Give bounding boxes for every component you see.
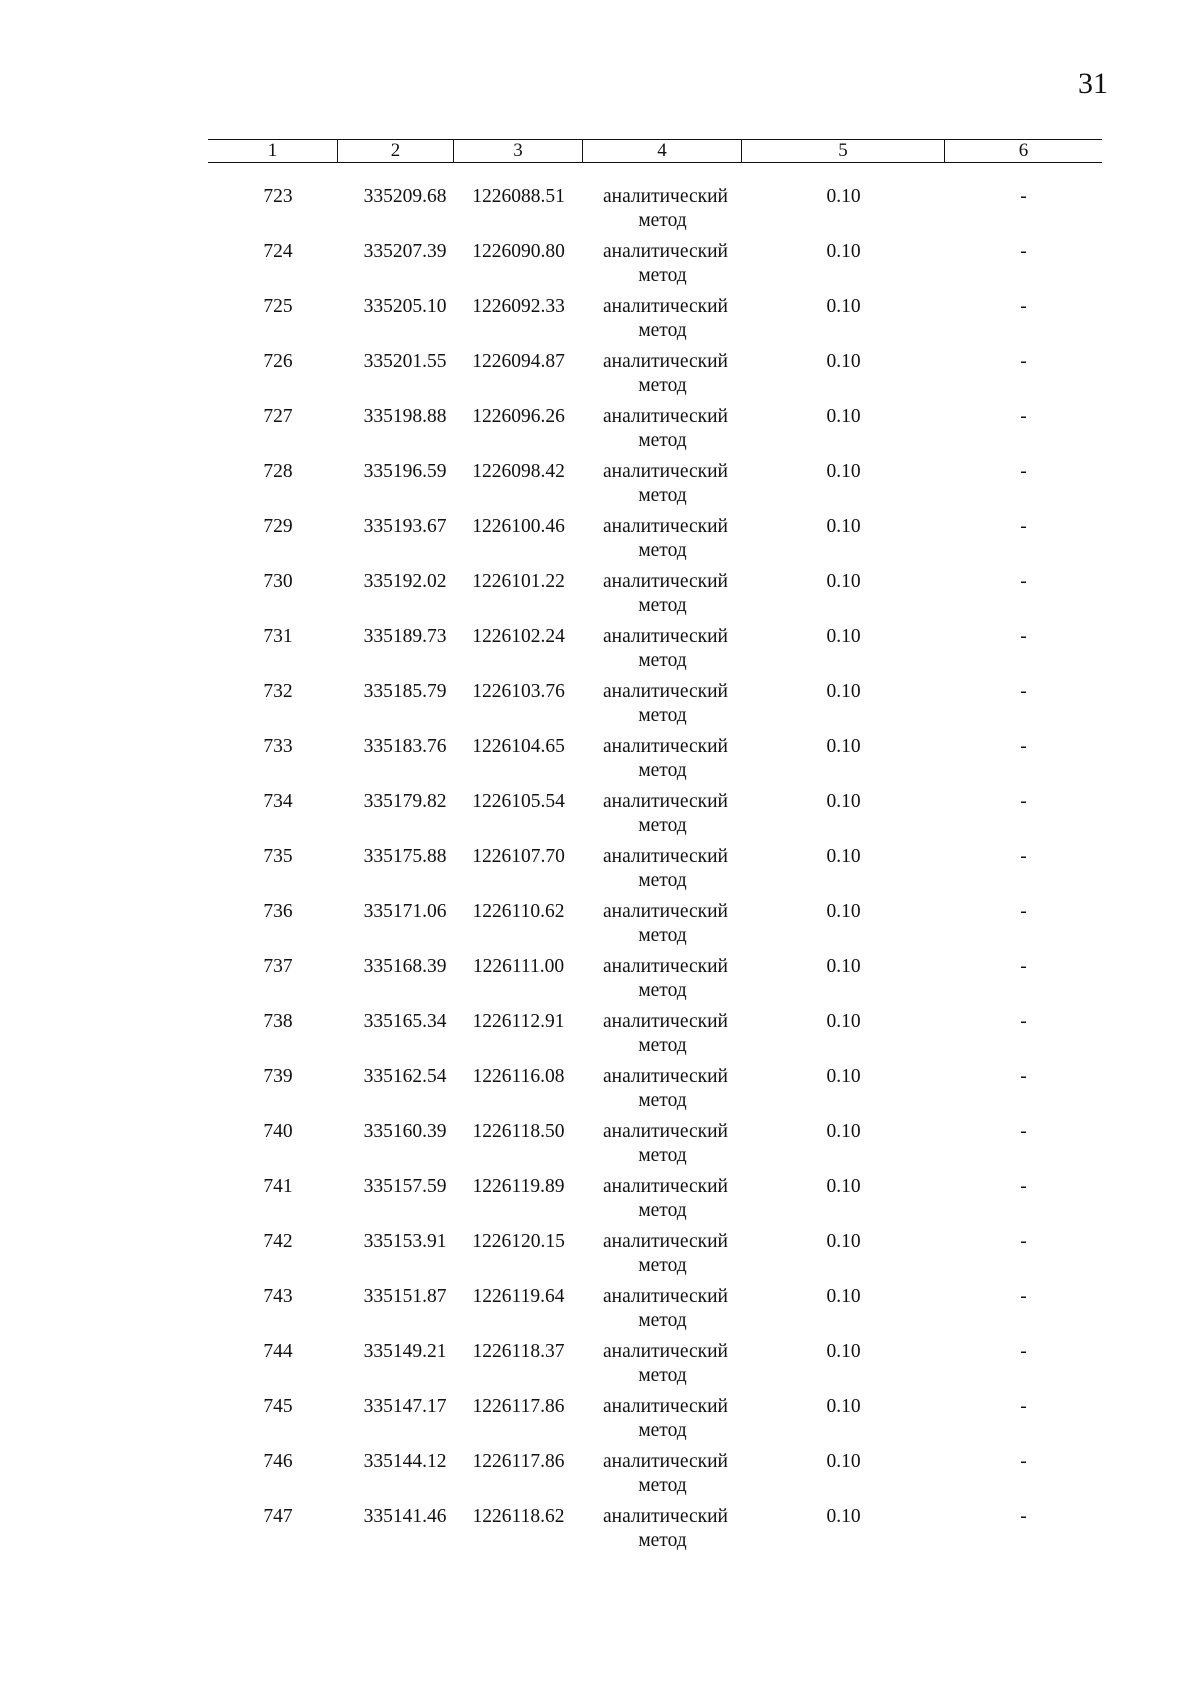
y-coordinate-cell: 1226103.76 [472, 681, 565, 702]
description-cell: - [1020, 186, 1027, 207]
table-row [208, 185, 1102, 240]
accuracy-cell: 0.10 [826, 791, 861, 812]
accuracy-cell: 0.10 [826, 1121, 861, 1142]
accuracy-cell: 0.10 [826, 516, 861, 537]
point-number-cell: 734 [263, 791, 293, 812]
description-cell: - [1020, 1176, 1027, 1197]
accuracy-cell: 0.10 [826, 1176, 861, 1197]
description-cell: - [1020, 1286, 1027, 1307]
description-cell: - [1020, 241, 1027, 262]
table-row [208, 570, 1102, 625]
x-coordinate-cell: 335175.88 [363, 846, 447, 867]
method-cell: аналитический метод [603, 1286, 728, 1331]
point-number-cell: 723 [263, 186, 293, 207]
y-coordinate-cell: 1226117.86 [472, 1451, 565, 1472]
coordinates-table [208, 139, 1102, 1560]
header-col-1: 1 [208, 140, 338, 162]
method-cell: аналитический метод [603, 1121, 728, 1166]
y-coordinate-cell: 1226094.87 [472, 351, 565, 372]
y-coordinate-cell: 1226105.54 [472, 791, 565, 812]
table-row [208, 845, 1102, 900]
accuracy-cell: 0.10 [826, 1066, 861, 1087]
y-coordinate-cell: 1226107.70 [472, 846, 565, 867]
description-cell: - [1020, 791, 1027, 812]
y-coordinate-cell: 1226104.65 [472, 736, 565, 757]
point-number-cell: 746 [263, 1451, 293, 1472]
description-cell: - [1020, 296, 1027, 317]
y-coordinate-cell: 1226110.62 [472, 901, 565, 922]
table-body [208, 185, 1102, 1560]
x-coordinate-cell: 335165.34 [363, 1011, 447, 1032]
description-cell: - [1020, 626, 1027, 647]
accuracy-cell: 0.10 [826, 1506, 861, 1527]
x-coordinate-cell: 335162.54 [363, 1066, 447, 1087]
point-number-cell: 743 [263, 1286, 293, 1307]
description-cell: - [1020, 956, 1027, 977]
x-coordinate-cell: 335141.46 [363, 1506, 447, 1527]
method-cell: аналитический метод [603, 1506, 728, 1551]
point-number-cell: 729 [263, 516, 293, 537]
accuracy-cell: 0.10 [826, 571, 861, 592]
table-row [208, 1340, 1102, 1395]
table-header [208, 139, 1102, 163]
header-col-6: 6 [1018, 140, 1029, 161]
point-number-cell: 737 [263, 956, 293, 977]
method-cell: аналитический метод [603, 846, 728, 891]
accuracy-cell: 0.10 [826, 1231, 861, 1252]
point-number-cell: 724 [263, 241, 293, 262]
description-cell: - [1020, 1121, 1027, 1142]
point-number-cell: 736 [263, 901, 293, 922]
x-coordinate-cell: 335207.39 [363, 241, 447, 262]
accuracy-cell: 0.10 [826, 296, 861, 317]
description-cell: - [1020, 736, 1027, 757]
y-coordinate-cell: 1226088.51 [472, 186, 565, 207]
method-cell: аналитический метод [603, 1341, 728, 1386]
accuracy-cell: 0.10 [826, 1341, 861, 1362]
table-row [208, 1065, 1102, 1120]
y-coordinate-cell: 1226119.89 [472, 1176, 565, 1197]
x-coordinate-cell: 335179.82 [363, 791, 447, 812]
table-row [208, 1120, 1102, 1175]
point-number-cell: 747 [263, 1506, 293, 1527]
table-row [208, 1395, 1102, 1450]
header-col-2: 2 [338, 140, 454, 162]
x-coordinate-cell: 335183.76 [363, 736, 447, 757]
table-row [208, 1285, 1102, 1340]
description-cell: - [1020, 901, 1027, 922]
x-coordinate-cell: 335189.73 [363, 626, 447, 647]
description-cell: - [1020, 1231, 1027, 1252]
y-coordinate-cell: 1226116.08 [472, 1066, 565, 1087]
x-coordinate-cell: 335198.88 [363, 406, 447, 427]
point-number-cell: 731 [263, 626, 293, 647]
header-col-4: 4 [583, 140, 742, 162]
x-coordinate-cell: 335151.87 [363, 1286, 447, 1307]
accuracy-cell: 0.10 [826, 1451, 861, 1472]
description-cell: - [1020, 681, 1027, 702]
method-cell: аналитический метод [603, 901, 728, 946]
accuracy-cell: 0.10 [826, 1396, 861, 1417]
point-number-cell: 733 [263, 736, 293, 757]
page-number: 31 [1078, 67, 1108, 100]
description-cell: - [1020, 1011, 1027, 1032]
point-number-cell: 739 [263, 1066, 293, 1087]
x-coordinate-cell: 335196.59 [363, 461, 447, 482]
method-cell: аналитический метод [603, 516, 728, 561]
method-cell: аналитический метод [603, 351, 728, 396]
table-row [208, 460, 1102, 515]
accuracy-cell: 0.10 [826, 901, 861, 922]
accuracy-cell: 0.10 [826, 461, 861, 482]
accuracy-cell: 0.10 [826, 406, 861, 427]
accuracy-cell: 0.10 [826, 186, 861, 207]
table-row [208, 1230, 1102, 1285]
y-coordinate-cell: 1226117.86 [472, 1396, 565, 1417]
method-cell: аналитический метод [603, 241, 728, 286]
x-coordinate-cell: 335171.06 [363, 901, 447, 922]
x-coordinate-cell: 335205.10 [363, 296, 447, 317]
description-cell: - [1020, 516, 1027, 537]
point-number-cell: 744 [263, 1341, 293, 1362]
accuracy-cell: 0.10 [826, 351, 861, 372]
table-row [208, 900, 1102, 955]
x-coordinate-cell: 335209.68 [363, 186, 447, 207]
accuracy-cell: 0.10 [826, 736, 861, 757]
point-number-cell: 745 [263, 1396, 293, 1417]
method-cell: аналитический метод [603, 296, 728, 341]
description-cell: - [1020, 1396, 1027, 1417]
y-coordinate-cell: 1226102.24 [472, 626, 565, 647]
method-cell: аналитический метод [603, 1176, 728, 1221]
table-row [208, 350, 1102, 405]
description-cell: - [1020, 1066, 1027, 1087]
method-cell: аналитический метод [603, 1066, 728, 1111]
point-number-cell: 727 [263, 406, 293, 427]
description-cell: - [1020, 846, 1027, 867]
y-coordinate-cell: 1226118.62 [472, 1506, 565, 1527]
x-coordinate-cell: 335192.02 [363, 571, 447, 592]
method-cell: аналитический метод [603, 626, 728, 671]
method-cell: аналитический метод [603, 1396, 728, 1441]
y-coordinate-cell: 1226101.22 [472, 571, 565, 592]
method-cell: аналитический метод [603, 681, 728, 726]
description-cell: - [1020, 351, 1027, 372]
table-row [208, 295, 1102, 350]
description-cell: - [1020, 571, 1027, 592]
point-number-cell: 741 [263, 1176, 293, 1197]
x-coordinate-cell: 335153.91 [363, 1231, 447, 1252]
y-coordinate-cell: 1226118.50 [472, 1121, 565, 1142]
table-row [208, 1505, 1102, 1560]
point-number-cell: 742 [263, 1231, 293, 1252]
header-col-3: 3 [454, 140, 583, 162]
point-number-cell: 730 [263, 571, 293, 592]
table-row [208, 735, 1102, 790]
point-number-cell: 728 [263, 461, 293, 482]
x-coordinate-cell: 335147.17 [363, 1396, 447, 1417]
x-coordinate-cell: 335193.67 [363, 516, 447, 537]
accuracy-cell: 0.10 [826, 846, 861, 867]
y-coordinate-cell: 1226111.00 [472, 956, 565, 977]
method-cell: аналитический метод [603, 791, 728, 836]
method-cell: аналитический метод [603, 571, 728, 616]
header-col-5: 5 [742, 140, 945, 162]
y-coordinate-cell: 1226100.46 [472, 516, 565, 537]
method-cell: аналитический метод [603, 461, 728, 506]
method-cell: аналитический метод [603, 1231, 728, 1276]
table-row [208, 1175, 1102, 1230]
accuracy-cell: 0.10 [826, 626, 861, 647]
table-row [208, 790, 1102, 845]
x-coordinate-cell: 335144.12 [363, 1451, 447, 1472]
accuracy-cell: 0.10 [826, 681, 861, 702]
table-row [208, 405, 1102, 460]
x-coordinate-cell: 335160.39 [363, 1121, 447, 1142]
description-cell: - [1020, 406, 1027, 427]
x-coordinate-cell: 335201.55 [363, 351, 447, 372]
x-coordinate-cell: 335168.39 [363, 956, 447, 977]
table-row [208, 515, 1102, 570]
point-number-cell: 735 [263, 846, 293, 867]
method-cell: аналитический метод [603, 956, 728, 1001]
y-coordinate-cell: 1226112.91 [472, 1011, 565, 1032]
y-coordinate-cell: 1226098.42 [472, 461, 565, 482]
table-row [208, 955, 1102, 1010]
method-cell: аналитический метод [603, 186, 728, 231]
accuracy-cell: 0.10 [826, 956, 861, 977]
y-coordinate-cell: 1226090.80 [472, 241, 565, 262]
table-row [208, 625, 1102, 680]
table-row [208, 240, 1102, 295]
description-cell: - [1020, 461, 1027, 482]
description-cell: - [1020, 1506, 1027, 1527]
y-coordinate-cell: 1226120.15 [472, 1231, 565, 1252]
point-number-cell: 726 [263, 351, 293, 372]
x-coordinate-cell: 335149.21 [363, 1341, 447, 1362]
method-cell: аналитический метод [603, 1451, 728, 1496]
y-coordinate-cell: 1226092.33 [472, 296, 565, 317]
method-cell: аналитический метод [603, 736, 728, 781]
x-coordinate-cell: 335157.59 [363, 1176, 447, 1197]
point-number-cell: 732 [263, 681, 293, 702]
method-cell: аналитический метод [603, 406, 728, 451]
table-row [208, 1450, 1102, 1505]
y-coordinate-cell: 1226118.37 [472, 1341, 565, 1362]
table-row [208, 1010, 1102, 1065]
y-coordinate-cell: 1226096.26 [472, 406, 565, 427]
accuracy-cell: 0.10 [826, 1286, 861, 1307]
point-number-cell: 725 [263, 296, 293, 317]
method-cell: аналитический метод [603, 1011, 728, 1056]
point-number-cell: 738 [263, 1011, 293, 1032]
y-coordinate-cell: 1226119.64 [472, 1286, 565, 1307]
table-row [208, 680, 1102, 735]
accuracy-cell: 0.10 [826, 241, 861, 262]
accuracy-cell: 0.10 [826, 1011, 861, 1032]
description-cell: - [1020, 1341, 1027, 1362]
point-number-cell: 740 [263, 1121, 293, 1142]
x-coordinate-cell: 335185.79 [363, 681, 447, 702]
description-cell: - [1020, 1451, 1027, 1472]
